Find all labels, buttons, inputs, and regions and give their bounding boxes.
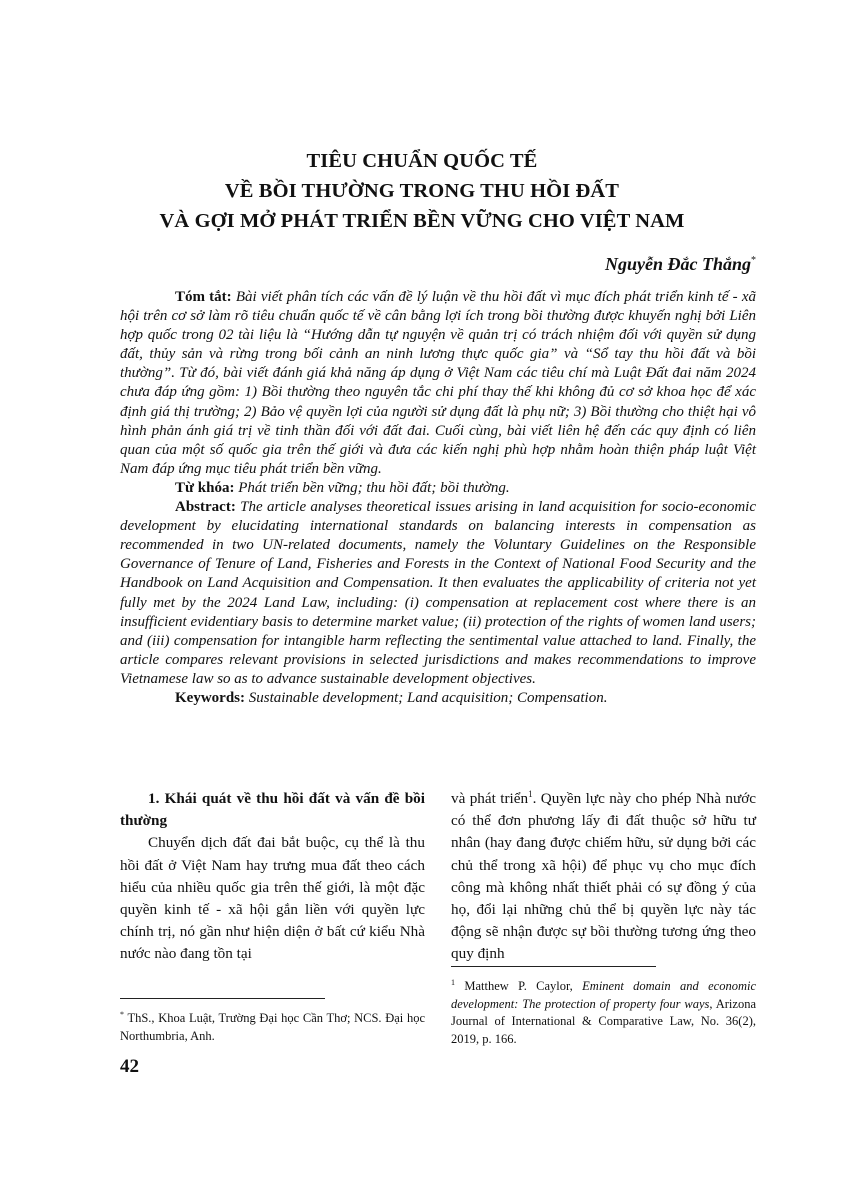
right-column — [451, 788, 756, 966]
left-column — [120, 788, 425, 966]
keywords-en — [120, 689, 756, 708]
article-title — [0, 146, 844, 236]
summary-vi-text: Bài viết phân tích các vấn đề lý luận về thu hồi đất vì mục đích phát triển kinh tế - xã hội trên cơ sở làm rõ tiêu chuẩn quốc tế về cân bằng lợi ích trong bồi thường được khuyến nghị bởi Liên hợp quốc trong 02 tài liệu là “Hướng dẫn tự nguyện về quản trị có trách nhiệm đối với quyền sử dụng đất, thủy sản và rừng trong bối cảnh an ninh lương thực quốc gia” và “Sổ tay thu hồi đất và bồi thường”. Từ đó, bài viết đánh giá khả năng áp dụng ở Việt Nam các tiêu chí mà Luật Đất đai năm 2024 chưa đáp ứng gồm: 1) Bồi thường theo nguyên tắc chi phí thay thế khi không đủ cơ sở khoa học để xác định giá thị trường; 2) Bảo vệ quyền lợi của người sử dụng đất là phụ nữ; 3) Bồi thường cho thiệt hại vô hình phản ánh giá trị về tinh thần đối với đất đai. Cuối cùng, bài viết liên hệ đến các quy định có liên quan của một số quốc gia trên thế giới và đưa các kiến nghị phù hợp nhằm hoàn thiện pháp luật Việt Nam đáp ứng mục tiêu phát triển bền vững. — [120, 289, 756, 477]
footnote-1-author: Matthew P. Caylor, — [464, 979, 573, 994]
title-line-1: TIÊU CHUẨN QUỐC TẾ — [306, 150, 538, 172]
abstract-block — [120, 288, 756, 708]
keywords-en-text: Sustainable development; Land acquisition; Compensation. — [248, 689, 608, 706]
abstract-en-label: Abstract: — [175, 499, 236, 516]
footnote-1-mark: 1 — [451, 978, 455, 987]
footnote-author-text: ThS., Khoa Luật, Trường Đại học Cần Thơ; NCS. Đại học Northumbria, Anh. — [120, 1011, 425, 1043]
footnote-rule-left — [120, 998, 325, 999]
abstract-en-text: The article analyses theoretical issues arising in land acquisition for socio-economic development by elucidating international standards on balancing interests in compensation as recommended in two UN-related documents, namely the Voluntary Guidelines on the Responsible Governance of Tenure of Land, Fisheries and Forests in the Context of National Food Security and the Handbook on Land Acquisition and Compensation. It then evaluates the applicability of criteria not yet fully met by the 2024 Land Law, including: (i) compensation at replacement cost where there is an insufficient evidentiary basis to determine market value; (ii) protection of the rights of women land users; and (iii) compensation for intangible harm reflecting the sentimental value attached to land. Finally, the article compares relevant provisions in selected jurisdictions and makes recommendations to improve Vietnamese law so as to advance sustainable development objectives. — [120, 499, 756, 687]
section-1-paragraph-left: Chuyển dịch đất đai bắt buộc, cụ thể là thu hồi đất ở Việt Nam hay trưng mua đất theo cách hiểu của nhiều quốc gia trên thế giới, là một đặc quyền kinh tế - xã hội gắn liền với quyền lực chính trị, nó gần như hiện diện ở bất cứ kiểu Nhà nước nào đang tồn tại — [120, 834, 425, 963]
paragraph-right-rest: . Quyền lực này cho phép Nhà nước có thể đơn phương lấy đi đất thuộc sở hữu tư nhân (hay đang được chiếm hữu, sử dụng bởi các chủ thể trong xã hội) để phục vụ cho mục đích công mà không nhất thiết phải có sự đồng ý của họ, đổi lại những chủ thể bị quyền lực này tác động sẽ nhận được sự bồi thường tương ứng theo quy định — [451, 790, 756, 963]
footnote-1-rest: , Arizona Journal of International & Comparative Law, No. 36(2), 2019, p. 166. — [451, 996, 756, 1046]
author-byline — [605, 249, 756, 276]
keywords-vi-label: Từ khóa: — [175, 479, 235, 496]
footnote-ref-1[interactable]: 1 — [528, 788, 533, 799]
summary-vi — [120, 288, 756, 479]
footnote-author-mark: * — [120, 1010, 124, 1019]
summary-vi-label: Tóm tắt: — [175, 289, 232, 305]
title-line-2: VỀ BỒI THƯỜNG TRONG THU HỒI ĐẤT — [224, 180, 620, 202]
section-1-paragraph-right — [451, 788, 756, 966]
author-footnote-mark: * — [751, 255, 756, 266]
footnote-1-title: Eminent domain and economic development: The protection of property four ways — [451, 979, 756, 1011]
footnote-rule-right — [451, 966, 656, 967]
keywords-vi-text: Phát triển bền vững; thu hồi đất; bồi thường. — [238, 479, 510, 496]
paragraph-right-start: và phát triển — [451, 790, 529, 807]
keywords-en-label: Keywords: — [175, 689, 245, 706]
abstract-en — [120, 498, 756, 689]
footnote-author — [120, 1006, 425, 1045]
section-1-heading: 1. Khái quát về thu hồi đất và vấn đề bồi thường — [120, 790, 425, 830]
keywords-vi — [120, 479, 756, 498]
page-number: 42 — [120, 1056, 139, 1077]
title-line-3: VÀ GỢI MỞ PHÁT TRIỂN BỀN VỮNG CHO VIỆT NAM — [159, 210, 685, 232]
author-name: Nguyễn Đắc Thắng — [604, 254, 751, 274]
footnote-1 — [451, 974, 756, 1048]
